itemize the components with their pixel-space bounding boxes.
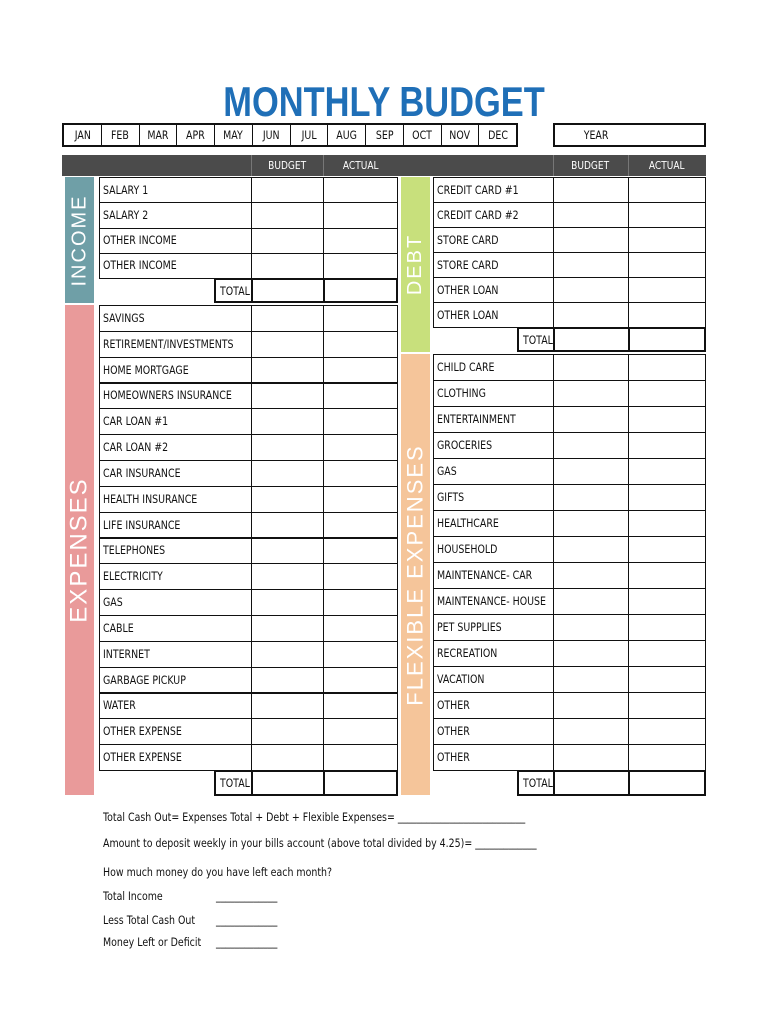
debt-budget-cell[interactable]	[553, 227, 629, 253]
income-budget-cell[interactable]	[251, 177, 324, 203]
right-actual-header: ACTUAL	[649, 159, 685, 172]
expenses-actual-cell[interactable]	[323, 641, 398, 668]
debt-budget-cell[interactable]	[553, 277, 629, 303]
month-jan[interactable]: JAN	[64, 125, 102, 145]
flexible-band	[401, 354, 430, 795]
flexible-budget-cell[interactable]	[553, 718, 629, 745]
debt-total-actual[interactable]	[628, 327, 706, 352]
flexible-actual-cell[interactable]	[628, 692, 706, 719]
expenses-actual-cell[interactable]	[323, 512, 398, 539]
flexible-actual-cell[interactable]	[628, 406, 706, 433]
expenses-actual-cell[interactable]	[323, 408, 398, 435]
flexible-item-label: ENTERTAINMENT	[437, 412, 516, 426]
debt-band-label: DEBT	[404, 233, 426, 296]
flexible-budget-cell[interactable]	[553, 484, 629, 511]
debt-actual-cell[interactable]	[628, 202, 706, 228]
flexible-actual-cell[interactable]	[628, 432, 706, 459]
debt-item-label: OTHER LOAN	[437, 282, 499, 297]
flexible-item-label: VACATION	[437, 672, 485, 686]
expenses-total-label: TOTAL	[214, 770, 253, 796]
expenses-total-actual[interactable]	[323, 770, 398, 796]
debt-actual-cell[interactable]	[628, 177, 706, 203]
income-item-label: SALARY 1	[103, 182, 149, 197]
expenses-item-label: OTHER EXPENSE	[103, 750, 182, 765]
month-may[interactable]: MAY	[215, 125, 253, 145]
expenses-budget-cell[interactable]	[251, 563, 324, 590]
debt-item-label: STORE CARD	[437, 232, 499, 247]
month-selector	[62, 123, 518, 147]
total-cash-out-line: Total Cash Out= Expenses Total + Debt + Flexible Expenses= ___________________________	[103, 810, 526, 824]
less-cash-out-blank[interactable]: _____________	[216, 913, 278, 927]
income-item-label: OTHER INCOME	[103, 258, 177, 273]
expenses-budget-cell[interactable]	[251, 305, 324, 332]
income-budget-cell[interactable]	[251, 228, 324, 254]
flexible-item-label: CLOTHING	[437, 386, 486, 400]
debt-item-label: CREDIT CARD #1	[437, 182, 519, 197]
expenses-item-label: TELEPHONES	[103, 543, 166, 558]
expenses-item-label: OTHER EXPENSE	[103, 724, 182, 739]
expenses-actual-cell[interactable]	[323, 305, 398, 332]
debt-band	[401, 177, 430, 352]
expenses-actual-cell[interactable]	[323, 460, 398, 487]
flexible-item-label: CHILD CARE	[437, 360, 495, 374]
income-budget-cell[interactable]	[251, 253, 324, 279]
flexible-actual-cell[interactable]	[628, 562, 706, 589]
expenses-item-label: CABLE	[103, 620, 134, 635]
expenses-budget-cell[interactable]	[251, 512, 324, 539]
expenses-total-budget[interactable]	[251, 770, 325, 796]
flexible-item-label: RECREATION	[437, 646, 498, 660]
total-income-label: Total Income	[103, 889, 163, 903]
debt-budget-cell[interactable]	[553, 177, 629, 203]
flexible-budget-cell[interactable]	[553, 692, 629, 719]
page-title: MONTHLY BUDGET	[223, 78, 545, 125]
flexible-total-label: TOTAL	[517, 770, 555, 796]
flexible-actual-cell[interactable]	[628, 666, 706, 693]
expenses-actual-cell[interactable]	[323, 718, 398, 745]
flexible-budget-cell[interactable]	[553, 354, 629, 381]
income-item-label: SALARY 2	[103, 207, 149, 222]
income-band-label: INCOME	[68, 194, 90, 286]
year-field[interactable]: YEAR	[553, 123, 706, 147]
income-total-actual[interactable]	[323, 278, 398, 303]
income-band	[65, 177, 94, 303]
right-budget-header: BUDGET	[571, 159, 610, 172]
flexible-item-label: OTHER	[437, 698, 470, 712]
flexible-actual-cell[interactable]	[628, 640, 706, 667]
flexible-actual-cell[interactable]	[628, 744, 706, 771]
month-feb[interactable]: FEB	[102, 125, 140, 145]
expenses-item-label: SAVINGS	[103, 310, 145, 325]
debt-actual-cell[interactable]	[628, 302, 706, 328]
debt-actual-cell[interactable]	[628, 277, 706, 303]
money-left-blank[interactable]: _____________	[216, 935, 278, 949]
income-actual-cell[interactable]	[323, 202, 398, 228]
expenses-item-label: LIFE INSURANCE	[103, 517, 181, 532]
flexible-actual-cell[interactable]	[628, 510, 706, 537]
expenses-budget-cell[interactable]	[251, 408, 324, 435]
flexible-budget-cell[interactable]	[553, 588, 629, 615]
less-cash-out-label: Less Total Cash Out	[103, 913, 196, 927]
left-actual-header: ACTUAL	[342, 159, 379, 172]
expenses-actual-cell[interactable]	[323, 486, 398, 513]
flexible-item-label: PET SUPPLIES	[437, 620, 502, 634]
flexible-actual-cell[interactable]	[628, 614, 706, 641]
expenses-item-label: RETIREMENT/INVESTMENTS	[103, 336, 234, 351]
flexible-budget-cell[interactable]	[553, 640, 629, 667]
flexible-item-label: MAINTENANCE- HOUSE	[437, 594, 547, 608]
income-budget-cell[interactable]	[251, 202, 324, 228]
flexible-total-actual[interactable]	[628, 770, 706, 796]
money-left-question: How much money do you have left each month?	[103, 865, 333, 879]
flexible-budget-cell[interactable]	[553, 536, 629, 563]
expenses-item-label: CAR INSURANCE	[103, 465, 181, 480]
income-total-label: TOTAL	[214, 278, 253, 303]
total-income-blank[interactable]: _____________	[216, 889, 278, 903]
month-jun[interactable]: JUN	[253, 125, 291, 145]
debt-actual-cell[interactable]	[628, 252, 706, 278]
expenses-band-label: EXPENSES	[65, 477, 93, 623]
left-budget-header: BUDGET	[268, 159, 306, 172]
flexible-item-label: OTHER	[437, 724, 470, 738]
flexible-budget-cell[interactable]	[553, 614, 629, 641]
flexible-actual-cell[interactable]	[628, 536, 706, 563]
expenses-budget-cell[interactable]	[251, 538, 324, 565]
expenses-budget-cell[interactable]	[251, 718, 324, 745]
expenses-actual-cell[interactable]	[323, 434, 398, 461]
flexible-budget-cell[interactable]	[553, 380, 629, 407]
flexible-total-budget[interactable]	[553, 770, 630, 796]
expenses-item-label: CAR LOAN #1	[103, 414, 169, 429]
month-apr[interactable]: APR	[177, 125, 215, 145]
flexible-actual-cell[interactable]	[628, 588, 706, 615]
flexible-budget-cell[interactable]	[553, 744, 629, 771]
debt-budget-cell[interactable]	[553, 252, 629, 278]
expenses-budget-cell[interactable]	[251, 589, 324, 616]
money-left-label: Money Left or Deficit	[103, 935, 202, 949]
flexible-item-label: HOUSEHOLD	[437, 542, 498, 556]
income-item-label: OTHER INCOME	[103, 233, 177, 248]
expenses-budget-cell[interactable]	[251, 615, 324, 642]
flexible-item-label: GAS	[437, 464, 457, 478]
expenses-budget-cell[interactable]	[251, 434, 324, 461]
expenses-item-label: WATER	[103, 698, 136, 713]
expenses-actual-cell[interactable]	[323, 538, 398, 565]
expenses-actual-cell[interactable]	[323, 589, 398, 616]
month-jul[interactable]: JUL	[291, 125, 329, 145]
flexible-item-label: GIFTS	[437, 490, 465, 504]
expenses-item-label: INTERNET	[103, 646, 150, 661]
flexible-band-label: FLEXIBLE EXPENSES	[402, 443, 428, 706]
flexible-item-label: HEALTHCARE	[437, 516, 499, 530]
month-oct[interactable]: OCT	[404, 125, 442, 145]
flexible-actual-cell[interactable]	[628, 484, 706, 511]
flexible-actual-cell[interactable]	[628, 380, 706, 407]
debt-budget-cell[interactable]	[553, 202, 629, 228]
flexible-budget-cell[interactable]	[553, 432, 629, 459]
flexible-budget-cell[interactable]	[553, 406, 629, 433]
expenses-actual-cell[interactable]	[323, 693, 398, 720]
income-actual-cell[interactable]	[323, 228, 398, 254]
expenses-actual-cell[interactable]	[323, 383, 398, 410]
expenses-budget-cell[interactable]	[251, 357, 324, 384]
expenses-actual-cell[interactable]	[323, 357, 398, 384]
expenses-item-label: GARBAGE PICKUP	[103, 672, 186, 687]
flexible-budget-cell[interactable]	[553, 458, 629, 485]
expenses-item-label: CAR LOAN #2	[103, 440, 169, 455]
expenses-item-label: HEALTH INSURANCE	[103, 491, 198, 506]
flexible-budget-cell[interactable]	[553, 562, 629, 589]
flexible-actual-cell[interactable]	[628, 458, 706, 485]
month-dec[interactable]: DEC	[487, 128, 508, 142]
income-total-budget[interactable]	[251, 278, 325, 303]
month-aug[interactable]: AUG	[328, 125, 366, 145]
expenses-band	[65, 305, 94, 795]
expenses-actual-cell[interactable]	[323, 744, 398, 771]
debt-total-label: TOTAL	[517, 327, 555, 352]
expenses-item-label: HOMEOWNERS INSURANCE	[103, 388, 232, 403]
expenses-item-label: HOME MORTGAGE	[103, 362, 189, 377]
expenses-budget-cell[interactable]	[251, 460, 324, 487]
expenses-budget-cell[interactable]	[251, 641, 324, 668]
expenses-budget-cell[interactable]	[251, 486, 324, 513]
expenses-actual-cell[interactable]	[323, 331, 398, 358]
expenses-budget-cell[interactable]	[251, 693, 324, 720]
flexible-item-label: OTHER	[437, 750, 470, 764]
debt-item-label: OTHER LOAN	[437, 307, 499, 322]
debt-item-label: STORE CARD	[437, 257, 499, 272]
expenses-budget-cell[interactable]	[251, 744, 324, 771]
income-actual-cell[interactable]	[323, 253, 398, 279]
flexible-actual-cell[interactable]	[628, 718, 706, 745]
expenses-actual-cell[interactable]	[323, 563, 398, 590]
flexible-budget-cell[interactable]	[553, 510, 629, 537]
expenses-item-label: ELECTRICITY	[103, 569, 163, 584]
weekly-deposit-line: Amount to deposit weekly in your bills account (above total divided by 4.25)= _____________	[103, 836, 537, 850]
expenses-budget-cell[interactable]	[251, 331, 324, 358]
month-mar[interactable]: MAR	[140, 125, 178, 145]
flexible-item-label: GROCERIES	[437, 438, 493, 452]
month-sep[interactable]: SEP	[366, 125, 404, 145]
month-nov[interactable]: NOV	[442, 125, 480, 145]
expenses-actual-cell[interactable]	[323, 615, 398, 642]
income-actual-cell[interactable]	[323, 177, 398, 203]
debt-total-budget[interactable]	[553, 327, 630, 352]
expenses-actual-cell[interactable]	[323, 667, 398, 694]
expenses-item-label: GAS	[103, 595, 123, 610]
expenses-budget-cell[interactable]	[251, 667, 324, 694]
debt-item-label: CREDIT CARD #2	[437, 207, 519, 222]
flexible-actual-cell[interactable]	[628, 354, 706, 381]
expenses-budget-cell[interactable]	[251, 383, 324, 410]
flexible-budget-cell[interactable]	[553, 666, 629, 693]
debt-actual-cell[interactable]	[628, 227, 706, 253]
debt-budget-cell[interactable]	[553, 302, 629, 328]
flexible-item-label: MAINTENANCE- CAR	[437, 568, 533, 582]
